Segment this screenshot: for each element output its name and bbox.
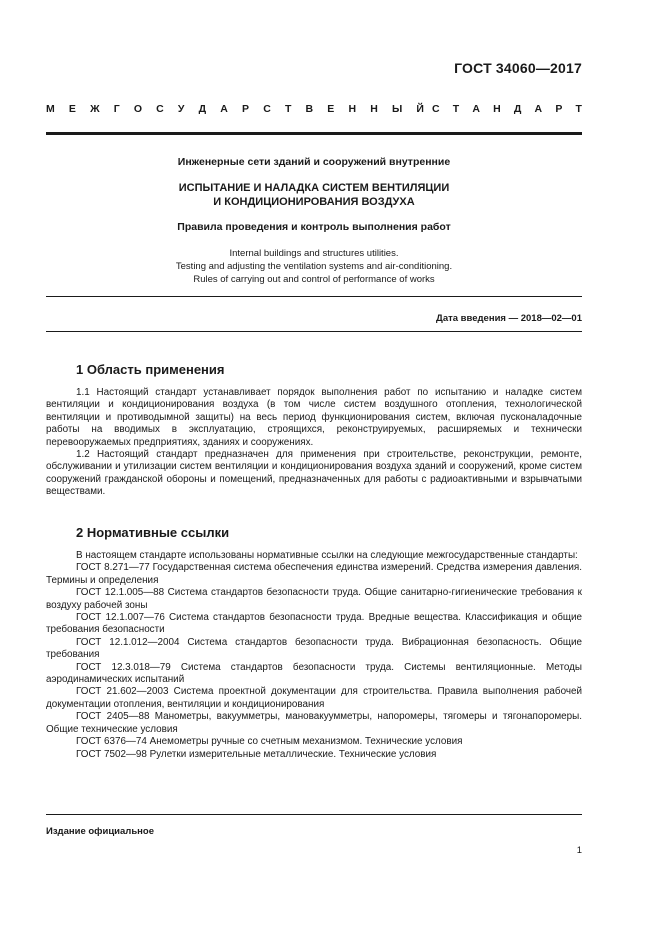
reference-item: ГОСТ 2405—88 Манометры, вакуумметры, мановакуумметры, напоромеры, тягомеры и тягонапоромеры. Общие технические условия <box>46 711 582 735</box>
page-number: 1 <box>576 845 582 856</box>
paragraph: 1.1 Настоящий стандарт устанавливает порядок выполнения работ по испытанию и наладке систем вентиляции и кондиционирования воздуха (в том числе систем воздушного отопления, технологической вентиляции и противодымной защиты) на весь период функционирования систем, включая пусконаладочные работы на вводимых в эксплуатацию, строящихся, реконструируемых, расширяемых и технически перевооружаемых предприятиях, зданиях и сооружениях. <box>46 387 582 448</box>
banner-letter: У <box>177 103 185 115</box>
section-1-body <box>46 387 582 499</box>
footer-divider <box>46 814 582 815</box>
main-title-line: И КОНДИЦИОНИРОВАНИЯ ВОЗДУХА <box>213 196 415 208</box>
title-divider <box>46 296 582 297</box>
reference-item: ГОСТ 12.3.018—79 Система стандартов безопасности труда. Системы вентиляционные. Методы аэродинамических испытаний <box>46 661 582 686</box>
main-title-line: ИСПЫТАНИЕ И НАЛАДКА СИСТЕМ ВЕНТИЛЯЦИИ <box>178 182 450 194</box>
english-title-line: Rules of carrying out and control of performance of works <box>193 274 435 285</box>
banner-letter: Ы <box>391 103 403 115</box>
reference-item: ГОСТ 8.271—77 Государственная система обеспечения единства измерений. Средства измерения давления. Термины и определения <box>46 562 582 586</box>
banner-letter: Р <box>555 103 563 115</box>
banner-letter: В <box>305 103 314 115</box>
banner-letter: Д <box>198 103 207 115</box>
banner-letter: Е <box>68 103 76 115</box>
standard-code: ГОСТ 34060—2017 <box>454 60 582 76</box>
banner-letter: Т <box>284 103 292 115</box>
banner-letter: Р <box>242 103 250 115</box>
english-title-line: Internal buildings and structures utilities. <box>229 248 399 259</box>
paragraph: 1.2 Настоящий стандарт предназначен для применения при строительстве, реконструкции, ремонте, обслуживании и утилизации систем вентиляции и кондиционирования воздуха зданий и сооружений, кроме систем сооружений гражданской обороны и помещений, предназначенных для работы с радиоактивными и взрывчатыми веществами. <box>46 449 582 498</box>
banner-letter: Е <box>327 103 335 115</box>
banner-letter: М <box>46 103 55 115</box>
banner-letter: А <box>220 103 228 115</box>
edition-note: Издание официальное <box>46 826 154 837</box>
section-2-body <box>46 550 582 761</box>
banner-letter: Г <box>113 103 120 115</box>
date-divider <box>46 331 582 332</box>
introduction-date: Дата введения — 2018—02—01 <box>436 313 582 324</box>
reference-item: ГОСТ 7502—98 Рулетки измерительные металлические. Технические условия <box>76 748 437 760</box>
banner-letter: А <box>472 103 480 115</box>
banner-letter: С <box>432 103 440 115</box>
banner-letter: Т <box>575 103 582 115</box>
banner-letter: Н <box>370 103 378 115</box>
reference-item: ГОСТ 21.602—2003 Система проектной документации для строительства. Правила выполнения рабочей документации отопления, вентиляции и кондиционирования <box>46 686 582 710</box>
section-2-heading: 2 Нормативные ссылки <box>76 525 230 540</box>
reference-item: ГОСТ 12.1.005—88 Система стандартов безопасности труда. Общие санитарно-гигиенические требования к воздуху рабочей зоны <box>46 587 582 611</box>
reference-item: ГОСТ 12.1.012—2004 Система стандартов безопасности труда. Вибрационная безопасность. Общие требования <box>46 636 582 661</box>
banner-letter: Й <box>416 103 424 115</box>
document-main-title <box>46 181 582 209</box>
banner-word-interstate <box>46 103 424 115</box>
english-title-line: Testing and adjusting the ventilation systems and air-conditioning. <box>175 261 453 272</box>
reference-item: ГОСТ 12.1.007—76 Система стандартов безопасности труда. Вредные вещества. Классификация и общие требования безопасности <box>46 612 582 636</box>
section-1-heading: 1 Область применения <box>76 362 225 377</box>
banner-letter: С <box>263 103 271 115</box>
document-subtitle: Правила проведения и контроль выполнения работ <box>177 221 451 233</box>
banner-letter: Н <box>493 103 501 115</box>
document-category: Инженерные сети зданий и сооружений внутренние <box>177 156 451 168</box>
banner-word-standard <box>432 103 582 115</box>
banner-letter: Ж <box>90 103 100 115</box>
reference-item: ГОСТ 6376—74 Анемометры ручные со счетным механизмом. Технические условия <box>76 736 463 748</box>
banner-letter: Д <box>513 103 522 115</box>
english-title <box>46 247 582 286</box>
banner-letter: Н <box>348 103 357 115</box>
banner-letter: О <box>133 103 143 115</box>
banner-letter: Т <box>452 103 460 115</box>
paragraph: В настоящем стандарте использованы нормативные ссылки на следующие межгосударственные стандарты: <box>76 550 578 561</box>
standard-type-banner <box>46 103 582 115</box>
banner-letter: С <box>156 103 164 115</box>
banner-letter: А <box>534 103 543 115</box>
header-divider <box>46 132 582 135</box>
